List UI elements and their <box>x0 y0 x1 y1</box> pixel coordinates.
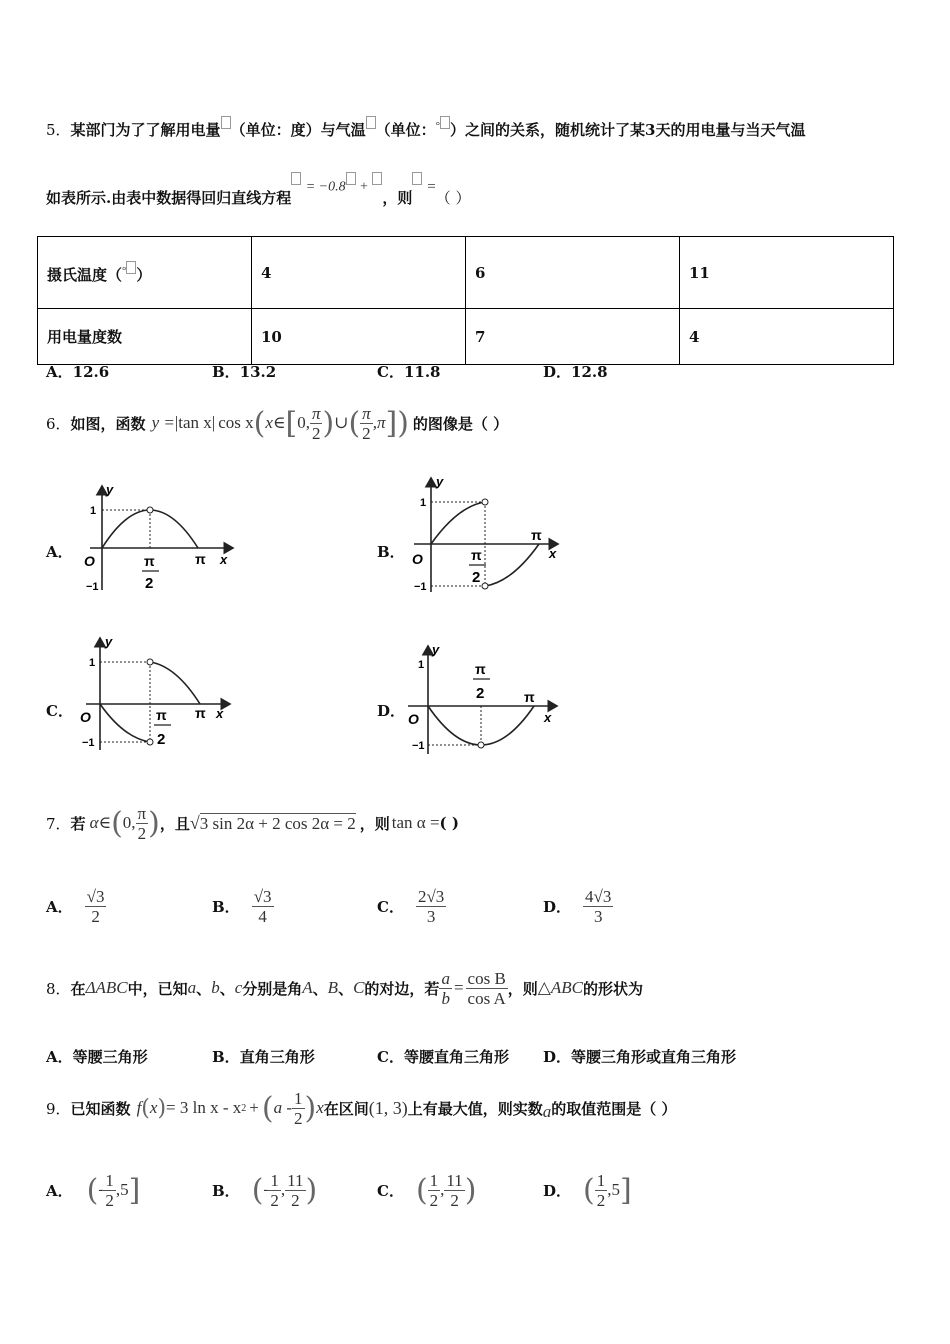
open-point <box>147 507 153 513</box>
svg-text:−1: −1 <box>412 740 425 752</box>
tick-two: 2 <box>145 575 154 592</box>
q6-graph-a[interactable] <box>78 480 238 598</box>
table-cell: 4 <box>252 237 466 309</box>
q9-option-d[interactable]: D． ( $\frac{1}{2}$ ,5 ] <box>543 1170 632 1210</box>
table-cell: 用电量度数 <box>38 309 252 365</box>
q5-option-c[interactable]: C．11.8 <box>377 363 441 381</box>
q7-option-d[interactable]: D． $\frac{4√3}{3}$ <box>543 886 612 926</box>
svg-text:y: y <box>436 474 444 489</box>
table-row <box>38 309 894 365</box>
q9-stem: 9． 已知函数 f ( x ) = 3 ln x - x 2 + ( a - $\frac{1}{2}$ ) x 在区间 (1, 3) 上有最大值，则实数 a 的取值范围是（ ） <box>46 1088 677 1128</box>
q6-graph-d[interactable] <box>402 640 562 756</box>
q6-stem: 6． 如图，函数 y = | tan x | cos x ( x∈ [ 0, $\frac{\pi}{2}$ ) ∪ ( $\frac{\pi}{2}$ ,π ] ) 的图像是（ ） <box>46 403 509 443</box>
q5-line2: 如表所示.由表中数据得回归直线方程 = −0.8 + ，则 =（ ） <box>46 184 470 208</box>
q9-number: 9． <box>46 1099 71 1118</box>
svg-text:x: x <box>544 710 552 725</box>
q5-option-d[interactable]: D．12.8 <box>543 363 608 381</box>
q7-number: 7． <box>46 814 71 833</box>
svg-text:2: 2 <box>472 569 481 586</box>
table-cell: 4 <box>680 309 894 365</box>
placeholder-box <box>221 116 231 129</box>
q8-stem: 8． 在 ΔABC 中，已知 a 、 b 、 c 分别是角 A 、 B 、 C 的对边，若 $\frac{a}{b}$ = $\frac{\text{cos B}}{\text{cos A}}$ ，则 △ABC 的形状为 <box>46 968 643 1008</box>
x-label: x <box>220 552 228 567</box>
svg-text:O: O <box>412 551 423 567</box>
svg-text:1: 1 <box>89 657 96 669</box>
q6-option-c-label[interactable]: C． <box>46 702 73 720</box>
placeholder-box <box>440 116 450 129</box>
tick-neg1: −1 <box>86 581 99 593</box>
q5-option-b[interactable]: B．13.2 <box>212 363 277 381</box>
svg-text:π: π <box>475 661 486 677</box>
table-cell: 11 <box>680 237 894 309</box>
table-row <box>38 237 894 309</box>
q7-option-c[interactable]: C． $\frac{2√3}{3}$ <box>377 886 445 926</box>
q8-option-c[interactable]: C．等腰直角三角形 <box>377 1048 509 1066</box>
table-cell: 10 <box>252 309 466 365</box>
svg-text:1: 1 <box>418 659 425 671</box>
q9-option-c[interactable]: C． ( $\frac{1}{2}$ , $\frac{11}{2}$ ) <box>377 1170 477 1210</box>
table-cell: 摄氏温度（° ） <box>38 237 252 309</box>
svg-text:y: y <box>105 634 113 649</box>
svg-text:π: π <box>531 527 542 543</box>
svg-text:−1: −1 <box>414 581 427 593</box>
svg-text:1: 1 <box>420 497 427 509</box>
placeholder-box <box>366 116 376 129</box>
q5-line1: 5．某部门为了了解用电量 （单位：度）与气温 （单位：° ）之间的关系，随机统计了某3天的用电量与当天气温 <box>46 116 805 140</box>
q6-option-b-label[interactable]: B． <box>377 543 405 561</box>
svg-text:O: O <box>80 709 91 725</box>
q6-number: 6． <box>46 414 71 433</box>
svg-text:π: π <box>524 689 535 705</box>
q7-option-b[interactable]: B． $\frac{√3}{4}$ <box>212 886 272 926</box>
q8-number: 8． <box>46 979 71 998</box>
q6-graph-b[interactable] <box>406 472 566 594</box>
table-cell: 6 <box>466 237 680 309</box>
placeholder-box <box>346 172 356 185</box>
hat-placeholder-box <box>372 172 382 185</box>
svg-text:π: π <box>195 705 206 721</box>
y-label: y <box>106 482 114 497</box>
svg-text:π: π <box>156 707 167 723</box>
svg-text:π: π <box>471 547 482 563</box>
svg-text:y: y <box>432 642 440 657</box>
q6-graph-c[interactable] <box>78 632 238 754</box>
q8-option-a[interactable]: A．等腰三角形 <box>46 1048 148 1066</box>
hat-placeholder-box <box>412 172 422 185</box>
tick-pi: π <box>195 551 206 567</box>
placeholder-box <box>126 261 136 274</box>
q7-option-a[interactable]: A． $\frac{√3}{2}$ <box>46 886 105 926</box>
q5-option-a[interactable]: A．12.6 <box>46 363 110 381</box>
q6-option-d-label[interactable]: D． <box>377 702 406 720</box>
tick-pi-num: π <box>144 553 155 569</box>
q9-option-b[interactable]: B． ( - $\frac{1}{2}$ , $\frac{11}{2}$ ) <box>212 1170 318 1210</box>
svg-text:2: 2 <box>157 731 166 748</box>
svg-text:O: O <box>408 711 419 727</box>
q5-number: 5． <box>46 121 71 139</box>
origin-label: O <box>84 553 95 569</box>
q6-option-a-label[interactable]: A． <box>46 543 73 561</box>
q7-stem: 7． 若 α∈ ( 0, $\frac{\pi}{2}$ ) ，且 √ 3 sin 2α + 2 cos 2α = 2 ，则 tan α = ( ) <box>46 803 459 843</box>
hat-placeholder-box <box>291 172 301 185</box>
q8-option-b[interactable]: B．直角三角形 <box>212 1048 315 1066</box>
svg-text:x: x <box>549 546 557 561</box>
svg-text:x: x <box>216 706 224 721</box>
tick-1: 1 <box>90 505 97 517</box>
q5-data-table <box>37 236 894 365</box>
table-cell: 7 <box>466 309 680 365</box>
q8-option-d[interactable]: D．等腰三角形或直角三角形 <box>543 1048 737 1066</box>
svg-text:2: 2 <box>476 685 485 702</box>
svg-text:−1: −1 <box>82 737 95 749</box>
q9-option-a[interactable]: A． ( - $\frac{1}{2}$ ,5 ] <box>46 1170 141 1210</box>
